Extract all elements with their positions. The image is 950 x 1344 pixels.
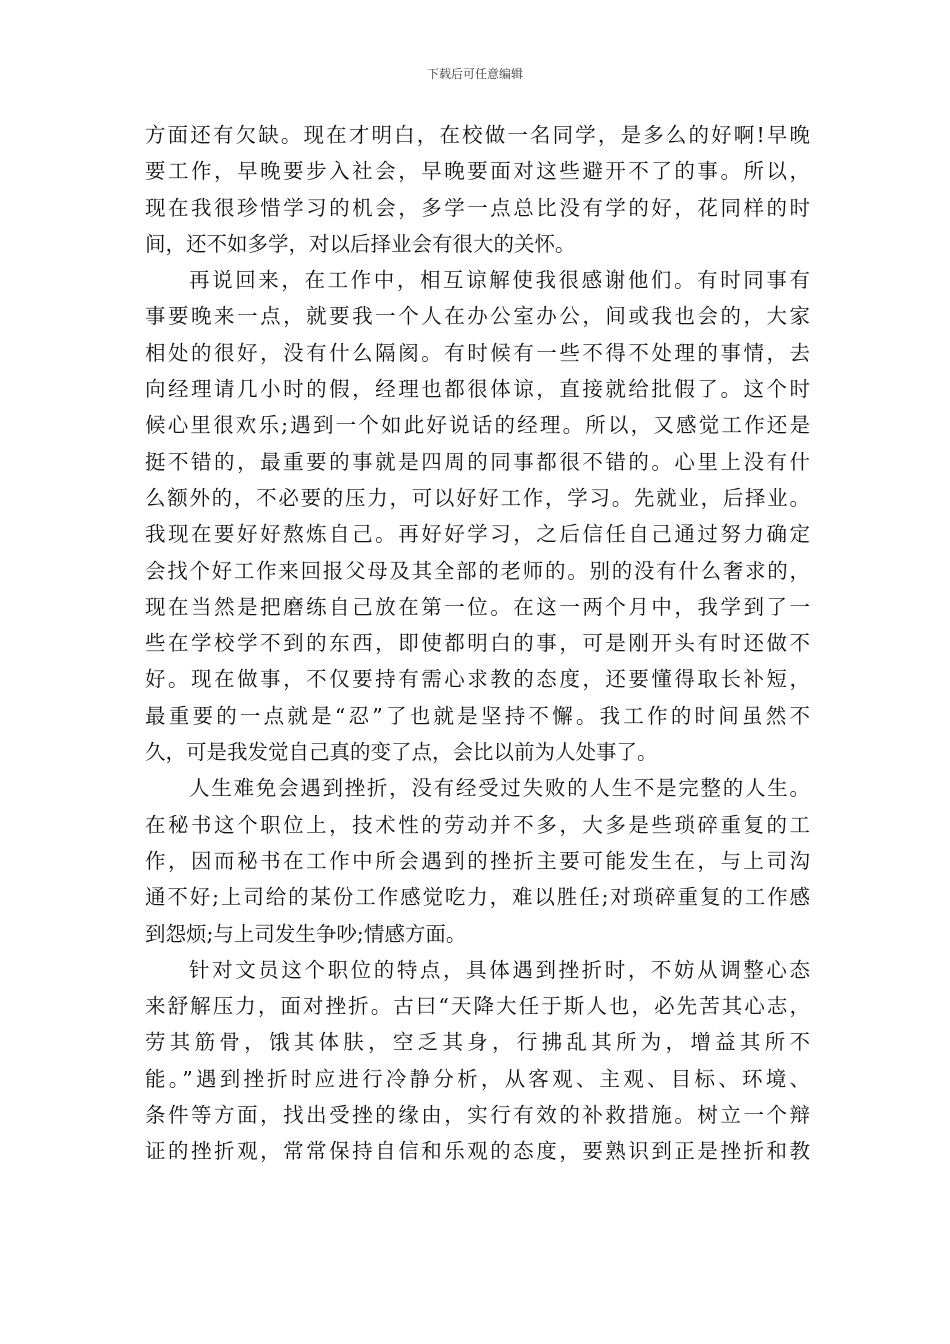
text-line: 人生难免会遇到挫折，没有经受过失败的人生不是完整的人生。: [189, 776, 810, 801]
text-line: 间，还不如多学，对以后择业会有很大的关怀。: [145, 231, 576, 256]
text-line: 条件等方面，找出受挫的缘由，实行有效的补救措施。树立一个辩: [145, 1103, 810, 1128]
text-line: 会找个好工作来回报父母及其全部的老师的。别的没有什么奢求的，: [145, 558, 810, 583]
text-line: 通不好;上司给的某份工作感觉吃力，难以胜任;对琐碎重复的工作感: [145, 885, 810, 910]
text-line: 针对文员这个职位的特点，具体遇到挫折时，不妨从调整心态: [189, 957, 810, 982]
text-line: 到怨烦;与上司发生争吵;情感方面。: [145, 921, 467, 946]
text-line: 些在学校学不到的东西，即使都明白的事，可是刚开头有时还做不: [145, 631, 810, 656]
text-line: 来舒解压力，面对挫折。古曰“天降大任于斯人也，必先苦其心志，: [145, 994, 810, 1019]
text-line: 现在当然是把磨练自己放在第一位。在这一两个月中，我学到了一: [145, 594, 810, 619]
text-line: 能。”遇到挫折时应进行冷静分析，从客观、主观、目标、环境、: [145, 1066, 810, 1091]
text-line: 现在我很珍惜学习的机会，多学一点总比没有学的好，花同样的时: [145, 195, 810, 220]
text-line: 事要晚来一点，就要我一个人在办公室办公，间或我也会的，大家: [145, 304, 810, 329]
page-header: 下载后可任意编辑: [426, 67, 523, 81]
text-line: 挺不错的，最重要的事就是四周的同事都很不错的。心里上没有什: [145, 449, 810, 474]
text-line: 证的挫折观，常常保持自信和乐观的态度，要熟识到正是挫折和教: [145, 1139, 810, 1164]
text-line: 劳其筋骨，饿其体肤，空乏其身，行拂乱其所为，增益其所不: [145, 1030, 810, 1055]
text-line: 么额外的，不必要的压力，可以好好工作，学习。先就业，后择业。: [145, 485, 810, 510]
text-line: 方面还有欠缺。现在才明白，在校做一名同学，是多么的好啊!早晚: [145, 123, 810, 147]
text-line: 好。现在做事，不仅要持有需心求教的态度，还要懂得取长补短，: [145, 667, 810, 692]
text-line: 相处的很好，没有什么隔阂。有时候有一些不得不处理的事情，去: [145, 340, 810, 365]
text-line: 再说回来，在工作中，相互谅解使我很感谢他们。有时同事有: [189, 268, 810, 293]
document-body: [145, 117, 810, 1170]
text-line: 候心里很欢乐;遇到一个如此好说话的经理。所以，又感觉工作还是: [145, 413, 810, 438]
text-line: 要工作，早晚要步入社会，早晚要面对这些避开不了的事。所以，: [145, 159, 810, 184]
text-line: 作，因而秘书在工作中所会遇到的挫折主要可能发生在，与上司沟: [145, 848, 810, 873]
text-line: 向经理请几小时的假，经理也都很体谅，直接就给批假了。这个时: [145, 377, 810, 402]
text-line: 最重要的一点就是“忍”了也就是坚持不懈。我工作的时间虽然不: [145, 703, 810, 728]
text-line: 久，可是我发觉自己真的变了点，会比以前为人处事了。: [145, 740, 658, 765]
text-line: 我现在要好好熬炼自己。再好好学习，之后信任自己通过努力确定: [145, 522, 810, 547]
text-line: 在秘书这个职位上，技术性的劳动并不多，大多是些琐碎重复的工: [145, 812, 810, 837]
